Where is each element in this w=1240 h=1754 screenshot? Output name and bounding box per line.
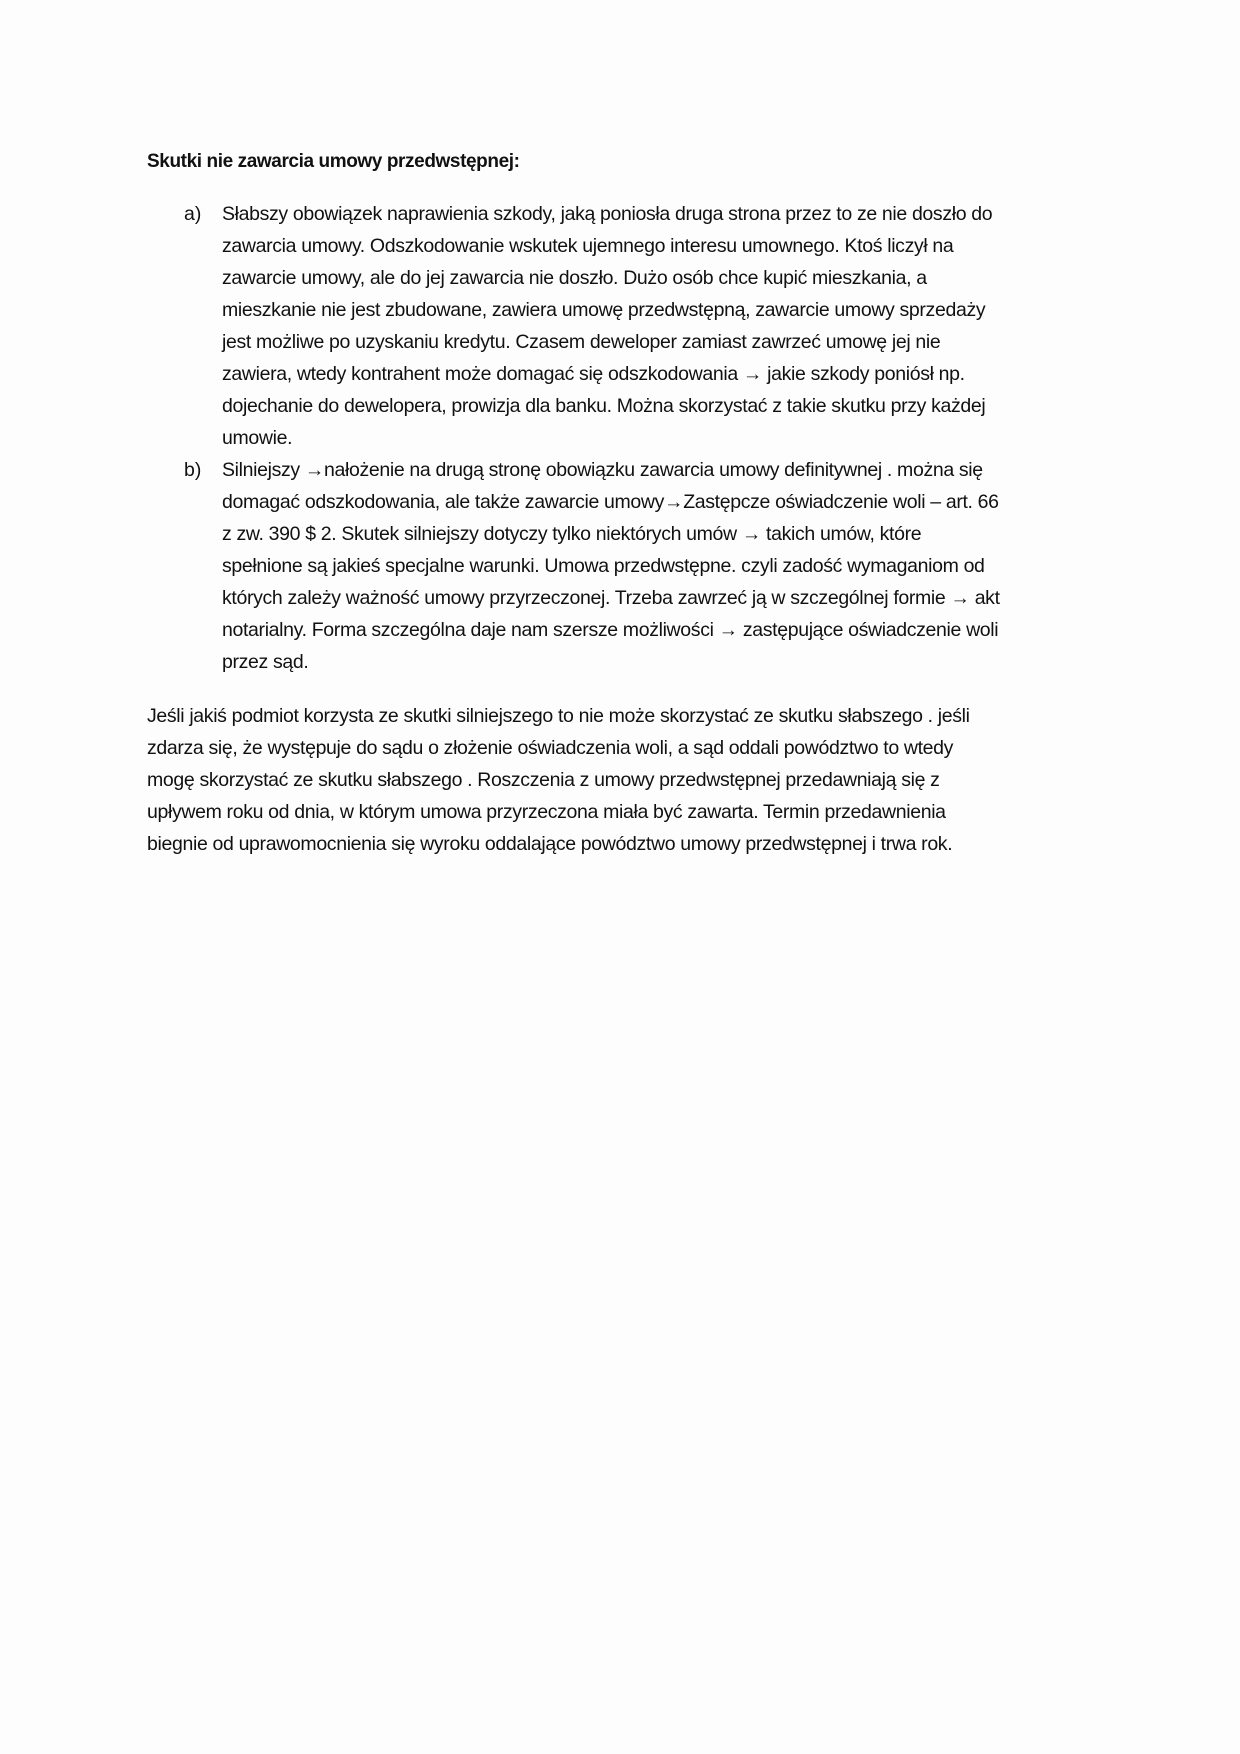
text-line: upływem roku od dnia, w którym umowa przyrzeczona miała być zawarta. Termin przedawnienia [147,801,946,823]
list-item-weaker-effect [147,198,1097,454]
text-line: zawarcia umowy. Odszkodowanie wskutek ujemnego interesu umownego. Ktoś liczył na [222,235,954,257]
text-line: spełnione są jakieś specjalne warunki. Umowa przedwstępne. czyli zadość wymaganiom od [222,555,985,577]
text-line: zawiera, wtedy kontrahent może domagać się odszkodowania → jakie szkody poniósł np. [222,363,965,385]
text-line: umowie. [222,427,293,449]
list-item-stronger-effect [147,454,1097,678]
text-line: których zależy ważność umowy przyrzeczonej. Trzeba zawrzeć ją w szczególnej formie → akt [222,587,1000,609]
text-line: Słabszy obowiązek naprawienia szkody, jaką poniosła druga strona przez to ze nie doszło do [222,203,993,225]
text-line: przez sąd. [222,651,309,673]
text-line: mieszkanie nie jest zbudowane, zawiera umowę przedwstępną, zawarcie umowy sprzedaży [222,299,986,321]
text-line: zdarza się, że występuje do sądu o złożenie oświadczenia woli, a sąd oddali powództwo to wtedy [147,737,954,759]
text-line: Silniejszy →nałożenie na drugą stronę obowiązku zawarcia umowy definitywnej . można się [222,459,983,481]
text-line: zawarcie umowy, ale do jej zawarcia nie doszło. Dużo osób chce kupić mieszkania, a [222,267,927,289]
text-line: jest możliwe po uzyskaniu kredytu. Czasem deweloper zamiast zawrzeć umowę jej nie [222,331,941,353]
section-heading: Skutki nie zawarcia umowy przedwstępnej: [147,151,520,172]
text-line: Jeśli jakiś podmiot korzysta ze skutki silniejszego to nie może skorzystać ze skutku słabszego . jeśli [147,705,970,727]
text-line: domagać odszkodowania, ale także zawarcie umowy→Zastępcze oświadczenie woli – art. 66 [222,491,999,513]
text-line: mogę skorzystać ze skutku słabszego . Roszczenia z umowy przedwstępnej przedawniają się z [147,769,940,791]
text-line: dojechanie do dewelopera, prowizja dla banku. Można skorzystać z takie skutku przy każdej [222,395,986,417]
closing-paragraph [147,700,1097,860]
text-line: z zw. 390 $ 2. Skutek silniejszy dotyczy tylko niektórych umów → takich umów, które [222,523,922,545]
list-marker: b) [184,459,202,481]
list-marker: a) [184,203,202,225]
text-line: notarialny. Forma szczególna daje nam szersze możliwości → zastępujące oświadczenie woli [222,619,999,641]
effects-list [147,198,1097,678]
text-line: biegnie od uprawomocnienia się wyroku oddalające powództwo umowy przedwstępnej i trwa rok. [147,833,953,855]
